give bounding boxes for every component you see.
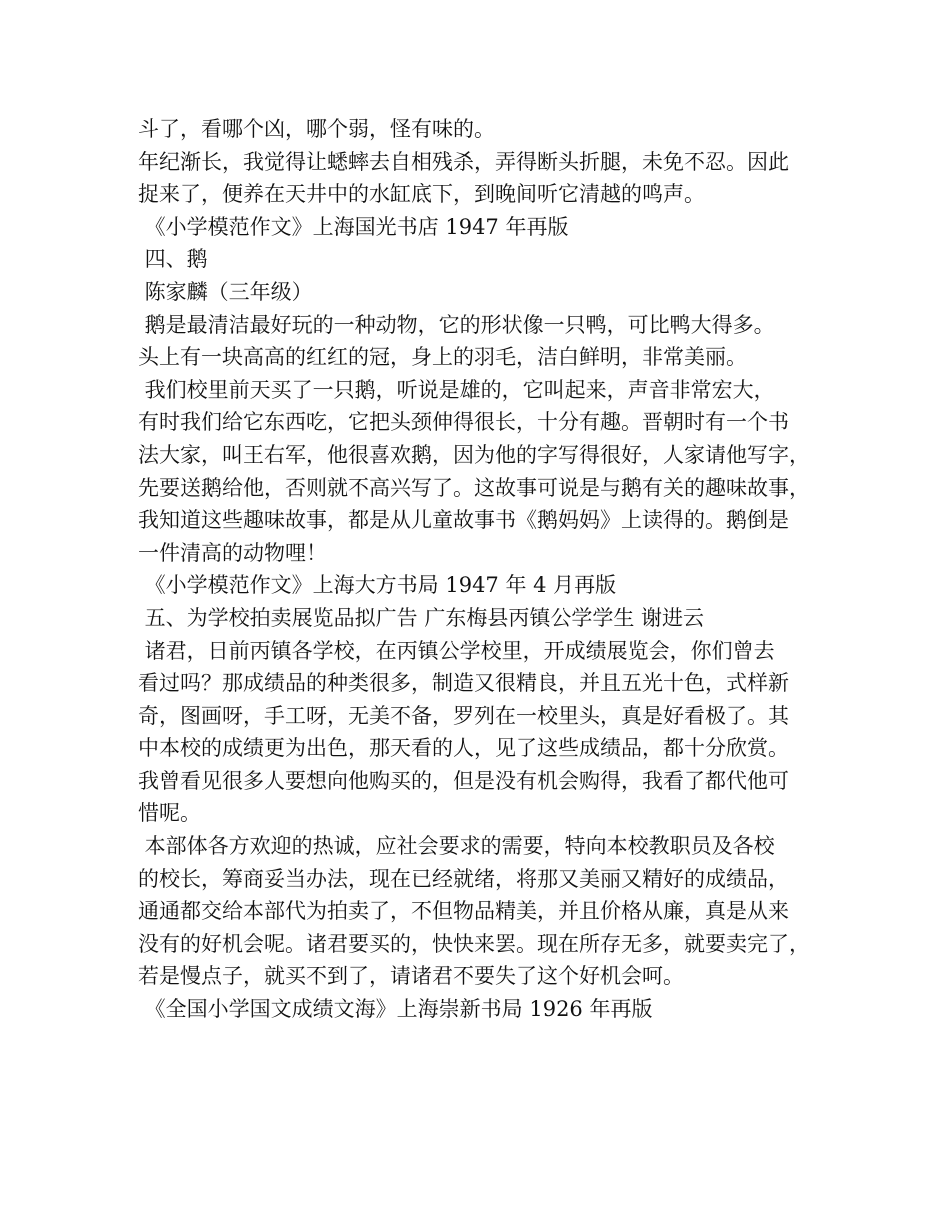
- text-line-10: 有时我们给它东西吃，它把头颈伸得很长，十分有趣。晋朝时有一个书: [138, 410, 789, 435]
- source-citation-3: 《全国小学国文成绩文海》上海崇新书局 1926 年再版: [138, 997, 653, 1022]
- source-citation-1: 《小学模范作文》上海国光书店 1947 年再版: [138, 214, 569, 239]
- text-line-27: 若是慢点子，就买不到了，请诸君不要失了这个好机会呵。: [138, 964, 684, 989]
- text-line-7: 鹅是最清洁最好玩的一种动物，它的形状像一只鸭，可比鸭大得多。: [138, 312, 775, 337]
- text-line-12: 先要送鹅给他，否则就不高兴写了。这故事可说是与鹅有关的趣味故事，: [138, 475, 810, 500]
- source-citation-2: 《小学模范作文》上海大方书局 1947 年 4 月再版: [138, 573, 617, 598]
- text-line-25: 通通都交给本部代为拍卖了，不但物品精美，并且价格从廉，真是从来: [138, 899, 789, 924]
- text-line-24: 的校长，筹商妥当办法，现在已经就绪，将那又美丽又精好的成绩品，: [138, 866, 789, 891]
- text-line-22: 惜呢。: [138, 801, 201, 826]
- text-line-23: 本部体各方欢迎的热诚，应社会要求的需要，特向本校教职员及各校: [138, 834, 775, 859]
- text-line-21: 我曾看见很多人要想向他购买的，但是没有机会购得，我看了都代他可: [138, 768, 789, 793]
- text-line-11: 法大家，叫王右军，他很喜欢鹅，因为他的字写得很好，人家请他写字，: [138, 442, 810, 467]
- section-heading-goose: 四、鹅: [138, 247, 208, 272]
- text-line-9: 我们校里前天买了一只鹅，听说是雄的，它叫起来，声音非常宏大，: [138, 377, 775, 402]
- document-body: [138, 113, 828, 1026]
- text-line-18: 看过吗？那成绩品的种类很多，制造又很精良，并且五光十色，式样新: [138, 671, 789, 696]
- text-line-13: 我知道这些趣味故事，都是从儿童故事书《鹅妈妈》上读得的。鹅倒是: [138, 508, 789, 533]
- text-line-17: 诸君，日前丙镇各学校，在丙镇公学校里，开成绩展览会，你们曾去: [138, 638, 775, 663]
- text-line-1: 斗了，看哪个凶，哪个弱，怪有味的。: [138, 117, 495, 141]
- text-line-14: 一件清高的动物哩！: [138, 540, 327, 565]
- text-line-26: 没有的好机会呢。诸君要买的，快快来罢。现在所存无多，就要卖完了，: [138, 931, 810, 956]
- text-line-3: 捉来了，便养在天井中的水缸底下，到晚间听它清越的鸣声。: [138, 182, 705, 207]
- text-line-8: 头上有一块高高的红红的冠，身上的羽毛，洁白鲜明，非常美丽。: [138, 345, 747, 370]
- text-line-19: 奇，图画呀，手工呀，无美不备，罗列在一校里头，真是好看极了。其: [138, 703, 789, 728]
- section-heading-advert: 五、为学校拍卖展览品拟广告 广东梅县丙镇公学学生 谢进云: [138, 605, 705, 630]
- author-line: 陈家麟（三年级）: [138, 279, 313, 304]
- text-line-20: 中本校的成绩更为出色，那天看的人，见了这些成绩品，都十分欣赏。: [138, 736, 789, 761]
- text-line-2: 年纪渐长，我觉得让蟋蟀去自相残杀，弄得断头折腿，未免不忍。因此: [138, 149, 789, 174]
